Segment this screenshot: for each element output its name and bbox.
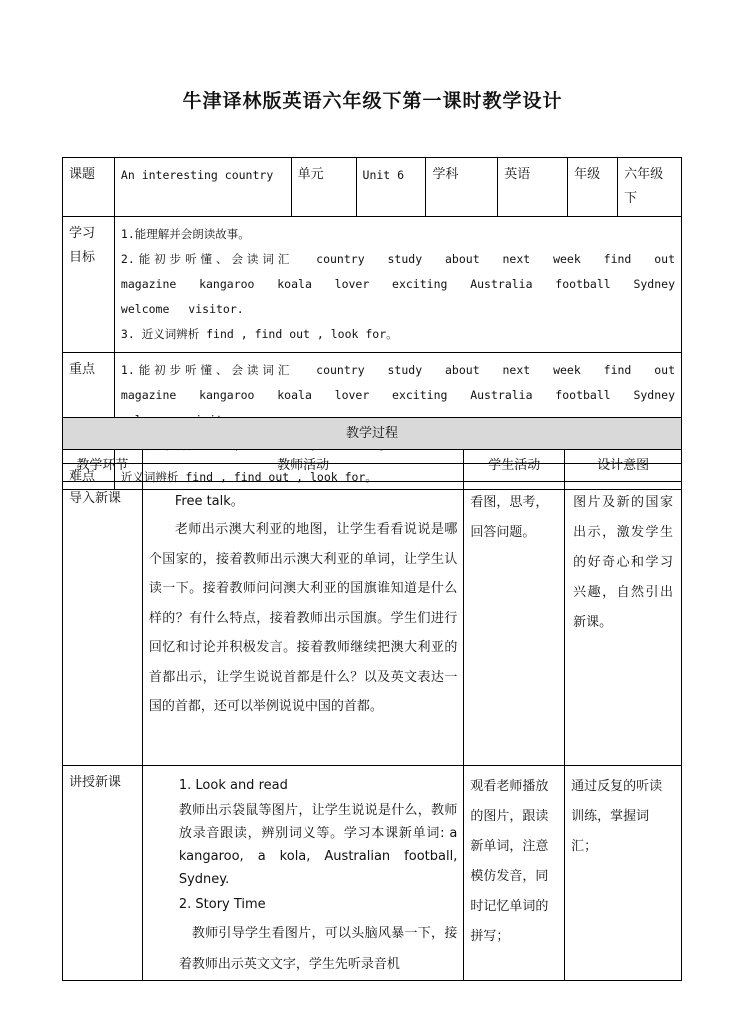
column-header-row — [63, 450, 682, 482]
objective-2: 2.能初步听懂、会读词汇 country study about next week find out magazine kangaroo koala lover exciting Australia football Sydney welcome visitor. — [120, 252, 675, 316]
subject-value: 英语 — [498, 158, 568, 217]
table-row — [63, 766, 682, 981]
teacher-activity-intro — [142, 482, 463, 766]
objective-1: 1.能理解并会朗读故事。 — [120, 227, 250, 241]
subject-label: 学科 — [426, 158, 498, 217]
teacher-intro-p1: Free talk。 — [174, 494, 244, 509]
key-point-1: 1.能初步听懂、会读词汇 country study about next week find out magazine kangaroo koala lover exciting Australia football Sydney — [120, 363, 675, 402]
grade-label: 年级 — [568, 158, 618, 217]
unit-label: 单元 — [291, 158, 356, 217]
difficulty-label: 难点 — [63, 464, 115, 490]
col-stage: 教学环节 — [63, 450, 143, 482]
teaching-process-table — [62, 417, 682, 981]
objectives-row — [63, 217, 682, 353]
teacher-new-h2: 2. Story Time — [178, 897, 266, 912]
topic-value: An interesting country — [114, 158, 291, 217]
info-row — [63, 158, 682, 217]
process-header-row — [63, 418, 682, 450]
teacher-activity-new — [142, 766, 463, 981]
grade-value: 六年级下 — [618, 158, 682, 217]
stage-intro: 导入新课 — [63, 482, 143, 766]
topic-label: 课题 — [63, 158, 115, 217]
col-teacher: 教师活动 — [142, 450, 463, 482]
teacher-new-p2: 教师引导学生看图片，可以头脑风暴一下，接着教师出示英文文字，学生先听录音机 — [178, 926, 458, 972]
key-points-label: 重点 — [63, 353, 115, 464]
teacher-new-h1: 1. Look and read — [178, 778, 288, 793]
table-row — [63, 482, 682, 766]
col-student: 学生活动 — [464, 450, 565, 482]
objectives-label: 学习目标 — [63, 217, 115, 353]
process-header: 教学过程 — [63, 418, 682, 450]
stage-new: 讲授新课 — [63, 766, 143, 981]
student-activity-new: 观看老师播放的图片，跟读新单词，注意模仿发音，同时记忆单词的拼写； — [464, 766, 565, 981]
document-title: 牛津译林版英语六年级下第一课时教学设计 — [182, 90, 563, 112]
difficulty-text: 近义词辨析 find , find out , look for。 — [114, 464, 681, 490]
teacher-intro-p2: 老师出示澳大利亚的地图，让学生看看说说是哪个国家的，接着教师出示澳大利亚的单词，让学生认读一下。接着教师问问澳大利亚的国旗谁知道是什么样的？有什么特点，接着教师出示国旗。学生们进行回忆和讨论并积极发言。接着教师继续把澳大利亚的首都出示，让学生说说首都是什么？以及英文表达一国的首都，还可以举例说说中国的首都。 — [148, 522, 458, 714]
objective-3: 3. 近义词辨析 find , find out , look for。 — [120, 327, 398, 341]
student-activity-intro: 看图，思考，回答问题。 — [464, 482, 565, 766]
col-intent: 设计意图 — [565, 450, 682, 482]
objectives-content — [114, 217, 681, 353]
design-intent-intro: 图片及新的国家出示，激发学生的好奇心和学习兴趣，自然引出新课。 — [565, 482, 682, 766]
teacher-new-p1: 教师出示袋鼠等图片，让学生说说是什么，教师放录音跟读，辨别词义等。学习本课新单词: a kangaroo, a kola, Australian football, Sydney. — [178, 803, 458, 887]
unit-value: Unit 6 — [356, 158, 426, 217]
design-intent-new: 通过反复的听读训练，掌握词汇； — [565, 766, 682, 981]
